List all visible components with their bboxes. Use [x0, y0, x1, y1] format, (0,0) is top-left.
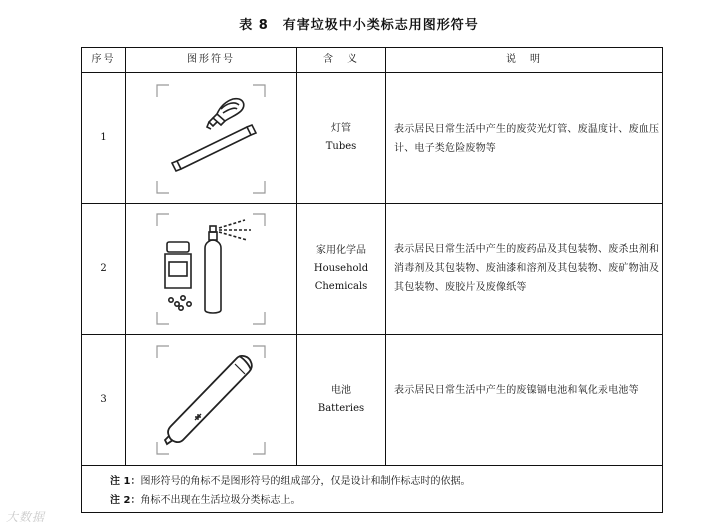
- household-chemicals-icon: [155, 212, 267, 326]
- header-meaning: 含 义: [323, 54, 359, 65]
- symbols-table: [81, 47, 663, 513]
- description-text: 表示居民日常生活中产生的废镍镉电池和氧化汞电池等: [394, 385, 639, 396]
- watermark: 大数据: [6, 510, 46, 524]
- row-number: 1: [100, 132, 107, 143]
- meaning-en: Chemicals: [314, 281, 368, 292]
- row-number: 2: [100, 263, 107, 274]
- note-label: 注 1：: [110, 476, 141, 487]
- description-text: 表示居民日常生活中产生的废荧光灯管、废温度计、废血压计、电子类危险废物等: [394, 124, 660, 154]
- note-text: 图形符号的角标不是图形符号的组成部分，仅是设计和制作标志时的依据。: [140, 476, 471, 487]
- fluorescent-tube-icon: [155, 83, 267, 195]
- note-label: 注 2：: [110, 495, 141, 506]
- note-text: 角标不出现在生活垃圾分类标志上。: [140, 495, 301, 506]
- battery-icon: [155, 344, 267, 456]
- meaning-cn: 家用化学品: [316, 245, 366, 256]
- header-symbol: 图形符号: [187, 54, 235, 65]
- meaning-cn: 电池: [331, 385, 351, 396]
- table-title: 表 8 有害垃圾中小类标志用图形符号: [239, 18, 479, 33]
- header-no: 序号: [91, 54, 116, 65]
- meaning-en: Batteries: [317, 403, 365, 414]
- meaning-cn: 灯管: [331, 123, 351, 134]
- row-number: 3: [100, 394, 107, 405]
- meaning-en: Tubes: [325, 141, 357, 152]
- description-text: 表示居民日常生活中产生的废药品及其包装物、废杀虫剂和消毒剂及其包装物、废油漆和溶剂及其包装物、废矿物油及其包装物、废胶片及废像纸等: [394, 244, 660, 293]
- header-description: 说 明: [506, 54, 542, 65]
- note-2: [110, 491, 300, 506]
- meaning-en: Household: [313, 263, 369, 274]
- note-1: [110, 472, 470, 487]
